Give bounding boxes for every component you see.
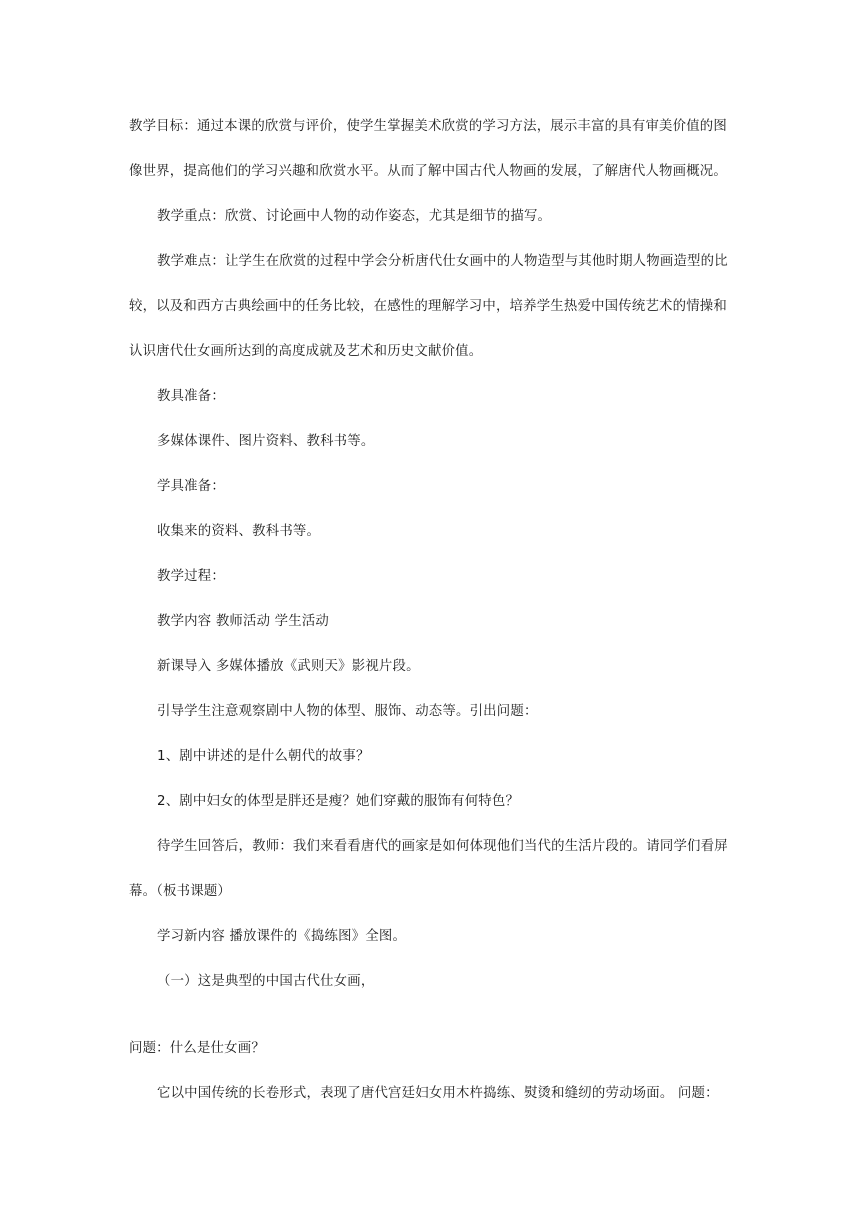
teaching-difficulty-line-3: 认识唐代仕女画所达到的高度成就及艺术和历史文献价值。 <box>129 344 483 359</box>
scroll-description: 它以中国传统的长卷形式，表现了唐代宫廷妇女用木杵捣练、熨烫和缝纫的劳动场面。 问题： <box>157 1086 719 1101</box>
teaching-process-heading: 教学过程： <box>157 569 225 584</box>
teacher-remark-line-1: 待学生回答后，教师：我们来看看唐代的画家是如何体现他们当代的生活片段的。请同学们看屏 <box>157 839 728 854</box>
teaching-difficulty-line-2: 较，以及和西方古典绘画中的任务比较，在感性的理解学习中，培养学生热爱中国传统艺术的情操和 <box>129 299 727 314</box>
section-one: （一）这是典型的中国古代仕女画， <box>157 974 375 989</box>
teaching-materials-heading: 教具准备： <box>157 389 225 404</box>
teaching-focus: 教学重点：欣赏、讨论画中人物的动作姿态，尤其是细节的描写。 <box>157 209 552 224</box>
question-what-is: 问题：什么是仕女画？ <box>129 1041 265 1056</box>
lesson-intro: 新课导入 多媒体播放《武则天》影视片段。 <box>157 659 420 674</box>
guide-observation: 引导学生注意观察剧中人物的体型、服饰、动态等。引出问题： <box>157 704 538 719</box>
teaching-materials-list: 多媒体课件、图片资料、教科书等。 <box>157 434 375 449</box>
student-materials-heading: 学具准备： <box>157 479 225 494</box>
question-2: 2、剧中妇女的体型是胖还是瘦？她们穿戴的服饰有何特色？ <box>157 794 520 809</box>
student-materials-list: 收集来的资料、教科书等。 <box>157 524 321 539</box>
process-columns: 教学内容 教师活动 学生活动 <box>157 614 329 629</box>
teaching-objective-line-2: 像世界，提高他们的学习兴趣和欣赏水平。从而了解中国古代人物画的发展，了解唐代人物画概况。 <box>129 164 727 179</box>
teacher-remark-line-2: 幕。（板书课题） <box>129 884 232 899</box>
question-1: 1、剧中讲述的是什么朝代的故事？ <box>157 749 370 764</box>
teaching-difficulty-line-1: 教学难点：让学生在欣赏的过程中学会分析唐代仕女画中的人物造型与其他时期人物画造型的比 <box>157 254 728 269</box>
teaching-objective-line-1: 教学目标：通过本课的欣赏与评价，使学生掌握美术欣赏的学习方法，展示丰富的具有审美价值的图 <box>129 119 727 134</box>
new-content: 学习新内容 播放课件的《捣练图》全图。 <box>157 929 407 944</box>
